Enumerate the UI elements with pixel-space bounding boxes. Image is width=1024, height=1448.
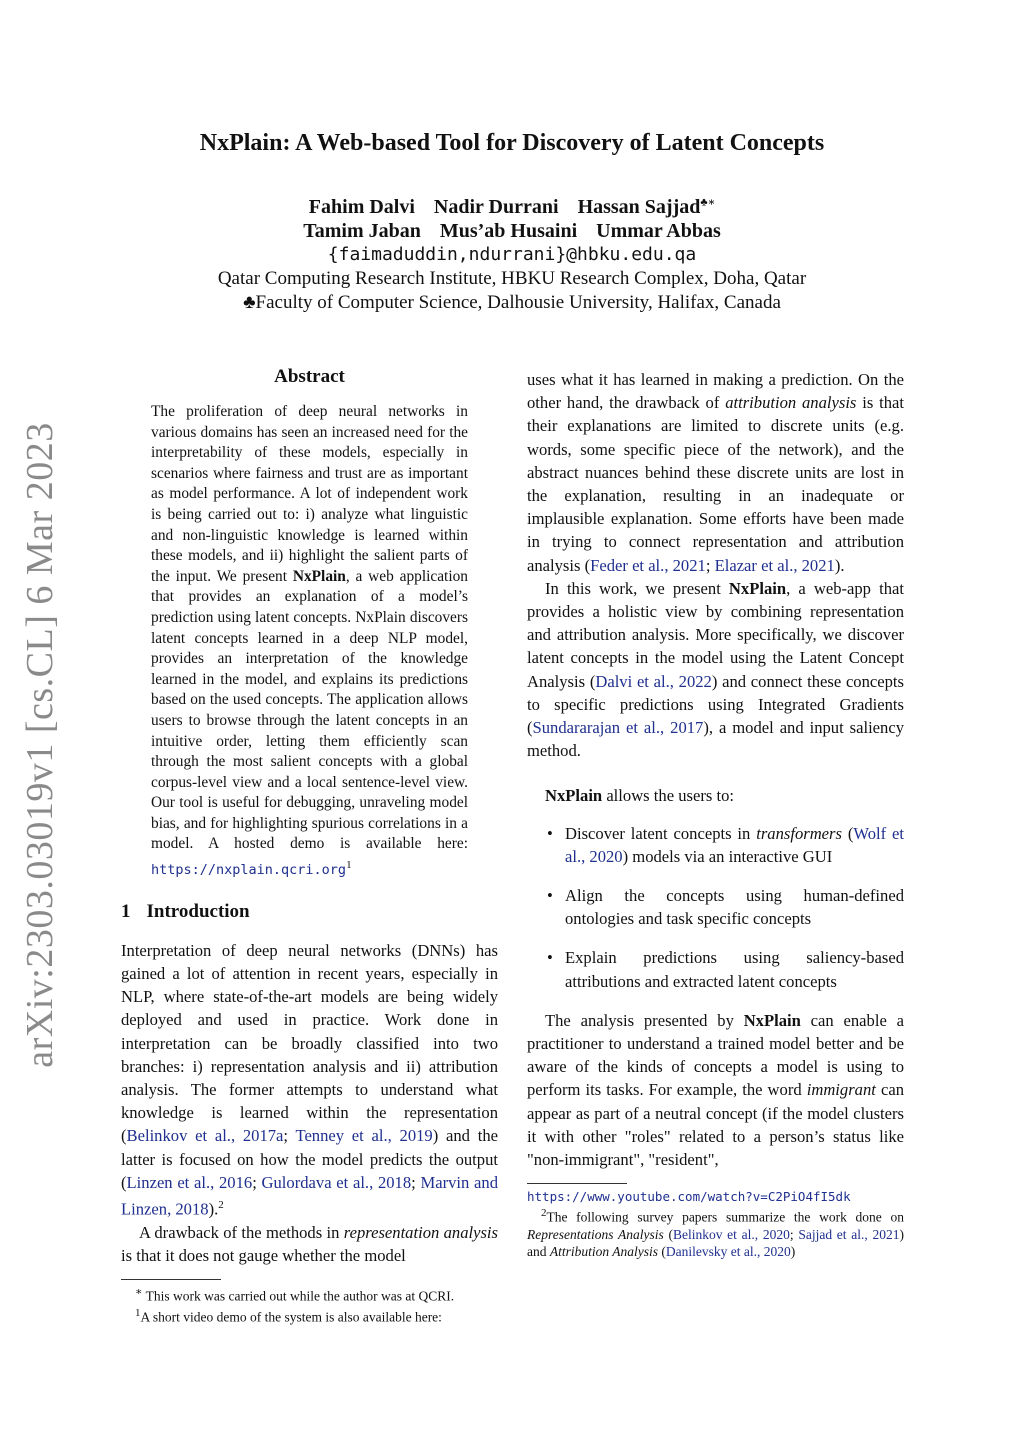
footnote-text: The following survey papers summarize the work done on [546,1209,904,1225]
citation-link[interactable]: Danilevsky et al., 2020 [665,1243,791,1259]
citation-link[interactable]: Marvin and Linzen, 2018 [121,1172,498,1219]
bullet-icon: • [547,823,553,843]
affiliation-mark: ♣ [243,291,256,313]
citation-link[interactable]: Dalvi et al., 2022 [595,671,712,691]
authors-line-1 [100,190,924,219]
footnote-url [527,1188,904,1205]
list-item [527,946,904,992]
footnote-mark: 1 [346,859,352,872]
footnote-mark: 2 [541,1207,547,1220]
tool-name: NxPlain [545,786,603,806]
author-block [100,190,924,315]
left-column [121,366,498,1325]
paragraph-text: can appear as part of a neutral concept (if the model clusters it with other "roles" related to a person’s status like "non-immigrant", "resident", [527,1080,904,1170]
citation-link[interactable]: Belinkov et al., 2020 [672,1226,790,1242]
list-text: Explain predictions using saliency-based attributions and extracted latent concepts [565,948,904,991]
demo-link[interactable]: https://nxplain.qcri.org [151,862,347,879]
section-title: Introduction [146,900,250,922]
author-name: Nadir Durrani [433,195,559,218]
footnote-text: A short video demo of the system is also available here: [140,1309,442,1325]
italic-term: immigrant [806,1080,876,1100]
paragraph-text: uses what it has learned in making a prediction. On the other hand, the drawback of [527,370,904,413]
intro-paragraph-1: Interpretation of deep neural networks (DNNs) has gained a lot of attention in recent years, especially in NLP, where state-of-the-art models are being widely deployed and used in practice. Work done in interpretation can be broadly classified into two branches: i) representation analysis and ii) attribution analysis. The former attempts to understand what knowledge is learned within the representation (Belinkov et al., 2017a; Tenney et al., 2019) and the latter is focused on how the model predicts the output (Linzen et al., 2016; Gulordava et al., 2018; Marvin and Linzen, 2018).$^2$ [121,940,498,1219]
affiliation-text: Faculty of Computer Science, Dalhousie University, Halifax, Canada [255,291,781,313]
author-email: {faimaduddin,ndurrani}@hbku.edu.qa [327,243,697,265]
affiliation-1: Qatar Computing Research Institute, HBKU Research Complex, Doha, Qatar [217,267,807,289]
paragraph-text: and connect these concepts to specific predictions using Integrated Gradients [527,671,904,714]
paper-title: NxPlain: A Web-based Tool for Discovery of Latent Concepts [199,130,825,156]
italic-term: Attribution Analysis [549,1243,659,1259]
footnote-mark: ∗ [135,1286,143,1299]
footnote-divider [121,1279,221,1280]
citation-link[interactable]: Feder et al., 2021 [590,555,706,575]
italic-term: representation analysis [343,1222,498,1242]
paragraph-text: is that it does not gauge whether the model [121,1245,406,1265]
citation-link[interactable]: Belinkov et al., 2017a [126,1126,284,1146]
italic-term: transformers [756,823,842,843]
author-name: Tamim Jaban [303,219,421,242]
citation-link[interactable]: Sajjad et al., 2021 [798,1226,900,1242]
author-name: Mus’ab Husaini [439,219,578,242]
paragraph-text: A drawback of the methods in [139,1222,344,1242]
bullet-icon: • [547,948,553,968]
author-name-text: Hassan Sajjad [577,195,701,218]
paragraph-text: , a web-app that provides a holistic view by combining representation and attribution analysis. More specifically, we discover latent concepts in the model using the Latent Concept Analysis [527,578,904,691]
author-name: Fahim Dalvi [308,195,415,218]
affiliation-2 [100,291,924,315]
footnote-star [121,1284,498,1305]
tool-name: NxPlain [292,567,346,585]
citation-link[interactable]: Elazar et al., 2021 [714,555,835,575]
bullet-icon: • [547,886,553,906]
video-link[interactable]: https://www.youtube.com/watch?v=C2PiO4fI5dk [527,1189,851,1205]
footnote-text: This work was carried out while the author was at QCRI. [145,1288,455,1304]
footnote-divider [527,1183,627,1184]
right-paragraph-1: uses what it has learned in making a prediction. On the other hand, the drawback of attribution analysis is that their explanations are limited to discrete units (e.g. words, some specific piece of the network), and the abstract nuances behind these discrete units are lost in the explanation, resulting in an inadequate or implausible explanation. Some efforts have been made in trying to connect representation and attribution analysis (Feder et al., 2021; Elazar et al., 2021). [527,370,904,575]
paragraph-text: In this work, we present [545,578,729,598]
intro-paragraph-2 [121,1221,498,1267]
section-heading [121,901,498,923]
right-column [527,368,904,1260]
citation-link[interactable]: Tenney et al., 2019 [295,1126,433,1146]
section-number: 1 [121,900,131,922]
list-item [527,884,904,930]
citation-link[interactable]: Wolf et al., 2020 [565,823,904,866]
citation-link[interactable]: Linzen et al., 2016 [126,1172,253,1192]
abstract-heading: Abstract [274,366,345,387]
footnote-text: and [527,1243,550,1259]
citation-link[interactable]: Gulordava et al., 2018 [261,1172,412,1192]
paragraph-text: and the latter is focused on how the model predicts the output [121,1126,498,1169]
footnote-mark: 1 [135,1306,141,1319]
footnote-1 [121,1305,498,1326]
affiliation-mark: ♣∗ [700,196,716,208]
paragraph-text: The analysis presented by [545,1010,744,1030]
author-name: Ummar Abbas [596,219,721,242]
arxiv-stamp [12,422,68,1068]
paragraph-text: Interpretation of deep neural networks (DNNs) has gained a lot of attention in recent years, especially in NLP, where state-of-the-art models are being widely deployed and used in practice. Work done in interpretation can be broadly classified into two branches: i) representation analysis and ii) attribution analysis. The former attempts to understand what knowledge is learned within the representation [121,940,498,1123]
authors-line-2 [100,219,924,243]
list-item: • Discover latent concepts in transformers (Wolf et al., 2020) models via an interactive GUI [547,823,904,866]
paragraph-text: , a model and input saliency method. [527,718,905,761]
feature-list [527,822,904,993]
abstract-body [151,402,468,881]
list-text: Discover latent concepts in [565,823,757,843]
right-paragraph-4 [527,1009,904,1171]
citation-link[interactable]: Sundararajan et al., 2017 [532,718,704,738]
tool-name: NxPlain [743,1010,801,1030]
italic-term: Representations Analysis [527,1226,664,1242]
list-text: Align the concepts using human-defined ontologies and task specific concepts [565,886,904,929]
footnote-mark: 2 [218,1199,224,1212]
paragraph-text: can enable a practitioner to understand a trained model better and be aware of the kinds of concepts a model is using to perform its tasks. For example, the word [527,1010,904,1100]
right-paragraph-3 [527,784,904,807]
paragraph-text: is that their explanations are limited to discrete units (e.g. words, some specific piece of the network), and the abstract nuances behind these discrete units are lost in the explanation, resulting in an inadequate or implausible explanation. Some efforts have been made in trying to connect representation and attribution analysis [527,393,904,575]
paragraph-text: allows the users to: [602,786,734,806]
abstract-text: The proliferation of deep neural networks in various domains has seen an increased need for the interpretability of these models, especially in scenarios where fairness and trust are as important as model performance. A lot of independent work is being carried out to: i) analyze what linguistic and non-linguistic knowledge is learned within these models, and ii) highlight the salient parts of the input. We present [151,403,468,585]
abstract-text: , a web application that provides an explanation of a model’s prediction using latent concepts. NxPlain discovers latent concepts learned in a deep NLP model, provides an interpretation of the knowledge learned in the model, and explains its predictions based on the used concepts. The application allows users to browse through the latent concepts in an intuitive order, letting them efficiently scan through the most salient concepts with a global corpus-level view and a local sentence-level view. Our tool is useful for debugging, unraveling model bias, and for highlighting spurious correlations in a model. A hosted demo is available here: [151,567,468,853]
list-text: models via an interactive GUI [628,846,833,866]
tool-name: NxPlain [728,578,787,598]
footnote-2: $^2$The following survey papers summarize the work done on Representations Analysis (Belinkov et al., 2020; Sajjad et al., 2021) and Attribution Analysis (Danilevsky et al., 2020) [527,1207,904,1259]
right-paragraph-2: In this work, we present NxPlain, a web-app that provides a holistic view by combining representation and attribution analysis. More specifically, we discover latent concepts in the model using the Latent Concept Analysis (Dalvi et al., 2022) and connect these concepts to specific predictions using Integrated Gradients (Sundararajan et al., 2017), a model and input saliency method. [527,578,905,761]
author-name [578,196,716,218]
italic-term: attribution analysis [725,393,857,413]
arxiv-id: arXiv:2303.03019v1 [cs.CL] 6 Mar 2023 [19,422,61,1068]
